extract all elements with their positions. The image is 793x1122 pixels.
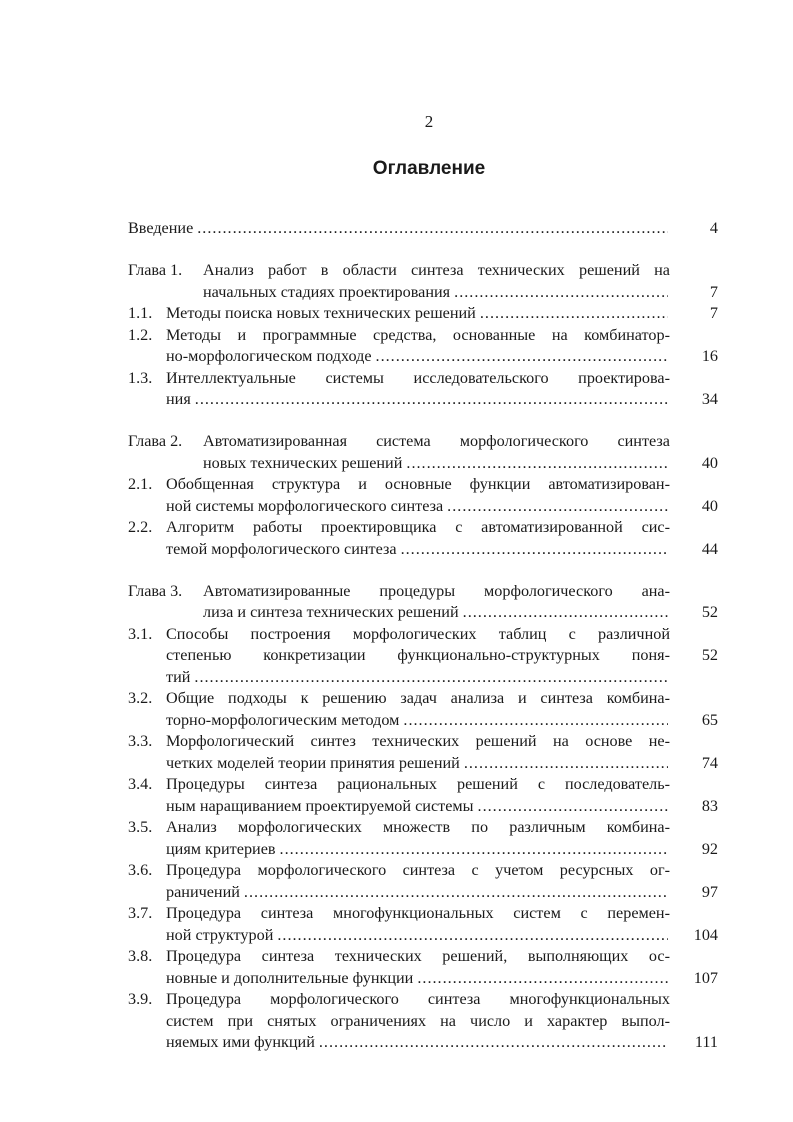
entry-title-text: ной системы морфологического синтеза xyxy=(166,496,444,515)
dot-leader xyxy=(280,839,668,861)
entry-number: 1.2. xyxy=(128,325,153,344)
entry-line xyxy=(128,860,718,882)
entry-title-text: няемых ими функций xyxy=(166,1033,315,1051)
entry-title-text: ния xyxy=(166,390,191,408)
entry-page-number: 74 xyxy=(701,753,718,772)
entry-number: 3.1. xyxy=(128,624,153,643)
entry-title-text: Автоматизированная система морфологического синтеза xyxy=(203,432,670,450)
entry-title-text: раничений xyxy=(166,882,240,901)
entry-title-text: Обобщенная структура и основные функции автоматизирован- xyxy=(166,475,670,493)
entry-line xyxy=(128,903,718,925)
entry-title-text: Введение xyxy=(128,219,194,237)
toc-chapter[interactable] xyxy=(128,581,718,624)
entry-line xyxy=(128,282,718,304)
entry-number: 1.1. xyxy=(128,304,153,322)
entry-line xyxy=(128,882,718,904)
entry-line xyxy=(128,1011,718,1033)
entry-line xyxy=(128,925,718,947)
toc-entry[interactable] xyxy=(128,731,718,774)
entry-line xyxy=(128,1032,718,1054)
toc-group xyxy=(128,218,718,240)
entry-title-text: степенью конкретизации функционально-структурных поня- xyxy=(166,646,670,664)
entry-page-number: 7 xyxy=(709,304,718,322)
entry-page-number: 83 xyxy=(701,796,718,815)
toc-entry[interactable] xyxy=(128,303,718,325)
entry-title-text: темой морфологического синтеза xyxy=(166,539,397,558)
entry-number: Глава 2. xyxy=(128,432,183,450)
entry-line xyxy=(128,539,718,561)
entry-title-text: новные и дополнительные функции xyxy=(166,968,414,987)
entry-page-number: 97 xyxy=(701,882,718,901)
entry-title-text: Алгоритм работы проектировщика с автоматизированной сис- xyxy=(166,518,670,536)
dot-leader xyxy=(417,968,668,990)
dot-leader xyxy=(197,218,668,240)
entry-title-text: ной структурой xyxy=(166,925,274,944)
page-number: 2 xyxy=(424,112,434,131)
entry-line xyxy=(128,517,718,539)
dot-leader xyxy=(277,925,668,947)
entry-line xyxy=(128,581,718,603)
entry-title-text: Процедура синтеза технических решений, выполняющих ос- xyxy=(166,947,670,965)
entry-line xyxy=(128,817,718,839)
entry-number: 3.4. xyxy=(128,775,153,793)
dot-leader xyxy=(406,453,668,475)
entry-number: 3.6. xyxy=(128,861,153,879)
entry-page-number: 107 xyxy=(693,968,718,987)
entry-number: 3.2. xyxy=(128,689,153,707)
toc-entry[interactable] xyxy=(128,774,718,817)
entry-title-text: лиза и синтеза технических решений xyxy=(203,603,459,621)
page-title: Оглавление xyxy=(372,158,486,179)
toc-group xyxy=(128,260,718,411)
toc-group xyxy=(128,431,718,560)
entry-title-text: систем при снятых ограничениях на число и характер выпол- xyxy=(166,1011,670,1030)
entry-number: 3.8. xyxy=(128,947,153,965)
entry-line xyxy=(128,796,718,818)
entry-title-text: Автоматизированные процедуры морфологического ана- xyxy=(203,581,670,600)
dot-leader xyxy=(447,496,668,518)
dot-leader xyxy=(319,1032,668,1054)
dot-leader xyxy=(195,389,668,411)
entry-line xyxy=(128,325,718,347)
entry-page-number: 92 xyxy=(701,839,718,858)
entry-page-number: 52 xyxy=(701,646,718,664)
entry-line xyxy=(128,346,718,368)
entry-line xyxy=(128,602,718,624)
dot-leader xyxy=(401,539,668,561)
entry-page-number: 34 xyxy=(701,390,718,408)
entry-page-number: 7 xyxy=(709,282,718,301)
entry-title-text: Интеллектуальные системы исследовательского проектирова- xyxy=(166,368,670,387)
entry-title-text: ным наращиванием проектируемой системы xyxy=(166,796,474,815)
toc-entry[interactable] xyxy=(128,517,718,560)
entry-title-text: торно-морфологическим методом xyxy=(166,710,400,729)
dot-leader xyxy=(244,882,668,904)
toc-entry[interactable] xyxy=(128,946,718,989)
entry-line xyxy=(128,624,718,646)
entry-title-text: Процедуры синтеза рациональных решений с последователь- xyxy=(166,775,670,793)
entry-line xyxy=(128,645,718,667)
dot-leader xyxy=(194,667,668,689)
toc-entry[interactable] xyxy=(128,325,718,368)
entry-line xyxy=(128,688,718,710)
entry-page-number: 104 xyxy=(693,925,718,944)
toc-entry[interactable] xyxy=(128,474,718,517)
toc-entry[interactable] xyxy=(128,218,718,240)
entry-page-number: 16 xyxy=(701,347,718,365)
entry-title-text: тий xyxy=(166,667,191,686)
entry-line xyxy=(128,731,718,753)
toc-chapter[interactable] xyxy=(128,431,718,474)
entry-line xyxy=(128,989,718,1011)
toc-chapter[interactable] xyxy=(128,260,718,303)
entry-line xyxy=(128,710,718,732)
toc-entry[interactable] xyxy=(128,368,718,411)
entry-line xyxy=(128,968,718,990)
entry-page-number: 52 xyxy=(701,603,718,621)
entry-title-text: четких моделей теории принятия решений xyxy=(166,753,460,772)
entry-number: 2.2. xyxy=(128,518,153,536)
entry-title-text: Процедура морфологического синтеза с учетом ресурсных ог- xyxy=(166,861,670,879)
entry-title-text: но-морфологическом подходе xyxy=(166,347,372,365)
entry-title-text: Общие подходы к решению задач анализа и синтеза комбина- xyxy=(166,689,670,707)
toc-entry[interactable] xyxy=(128,688,718,731)
entry-line xyxy=(128,474,718,496)
toc-group xyxy=(128,581,718,1054)
entry-line xyxy=(128,946,718,968)
dot-leader xyxy=(478,796,668,818)
entry-title-text: новых технических решений xyxy=(203,453,403,472)
entry-number: 1.3. xyxy=(128,368,153,387)
entry-number: Глава 3. xyxy=(128,581,183,600)
entry-page-number: 44 xyxy=(701,539,718,558)
entry-line xyxy=(128,667,718,689)
entry-title-text: Анализ работ в области синтеза технических решений на xyxy=(203,261,670,279)
entry-title-text: Морфологический синтез технических решений на основе не- xyxy=(166,732,670,750)
entry-page-number: 65 xyxy=(701,710,718,729)
dot-leader xyxy=(376,346,668,368)
toc-entry[interactable] xyxy=(128,989,718,1054)
entry-number: 3.3. xyxy=(128,732,153,750)
entry-line xyxy=(128,260,718,282)
entry-line xyxy=(128,303,718,325)
entry-line xyxy=(128,774,718,796)
entry-page-number: 111 xyxy=(694,1033,718,1051)
entry-line xyxy=(128,453,718,475)
entry-line xyxy=(128,496,718,518)
entry-number: Глава 1. xyxy=(128,261,183,279)
entry-line xyxy=(128,753,718,775)
dot-leader xyxy=(403,710,668,732)
entry-page-number: 40 xyxy=(701,453,718,472)
entry-line xyxy=(128,839,718,861)
entry-number: 3.9. xyxy=(128,990,153,1008)
table-of-contents xyxy=(128,218,718,1074)
entry-title-text: Анализ морфологических множеств по различным комбина- xyxy=(166,818,670,836)
entry-line xyxy=(128,218,718,240)
entry-page-number: 4 xyxy=(709,219,718,237)
entry-title-text: Методы поиска новых технических решений xyxy=(166,304,476,322)
dot-leader xyxy=(454,282,668,304)
entry-title-text: циям критериев xyxy=(166,839,276,858)
entry-title-text: Процедура синтеза многофункциональных систем с перемен- xyxy=(166,904,670,922)
entry-title-text: Методы и программные средства, основанные на комбинатор- xyxy=(166,325,670,344)
entry-page-number: 40 xyxy=(701,496,718,515)
dot-leader xyxy=(463,602,668,624)
entry-line xyxy=(128,389,718,411)
entry-number: 3.7. xyxy=(128,904,153,922)
entry-line xyxy=(128,431,718,453)
toc-entry[interactable] xyxy=(128,903,718,946)
entry-line xyxy=(128,368,718,390)
entry-title-text: Способы построения морфологических таблиц с различной xyxy=(166,624,670,643)
toc-entry[interactable] xyxy=(128,817,718,860)
entry-number: 3.5. xyxy=(128,818,153,836)
entry-title-text: Процедура морфологического синтеза многофункциональных xyxy=(166,990,670,1008)
dot-leader xyxy=(464,753,668,775)
toc-entry[interactable] xyxy=(128,624,718,689)
dot-leader xyxy=(480,303,668,325)
entry-number: 2.1. xyxy=(128,475,153,493)
entry-title-text: начальных стадиях проектирования xyxy=(203,282,451,301)
toc-entry[interactable] xyxy=(128,860,718,903)
